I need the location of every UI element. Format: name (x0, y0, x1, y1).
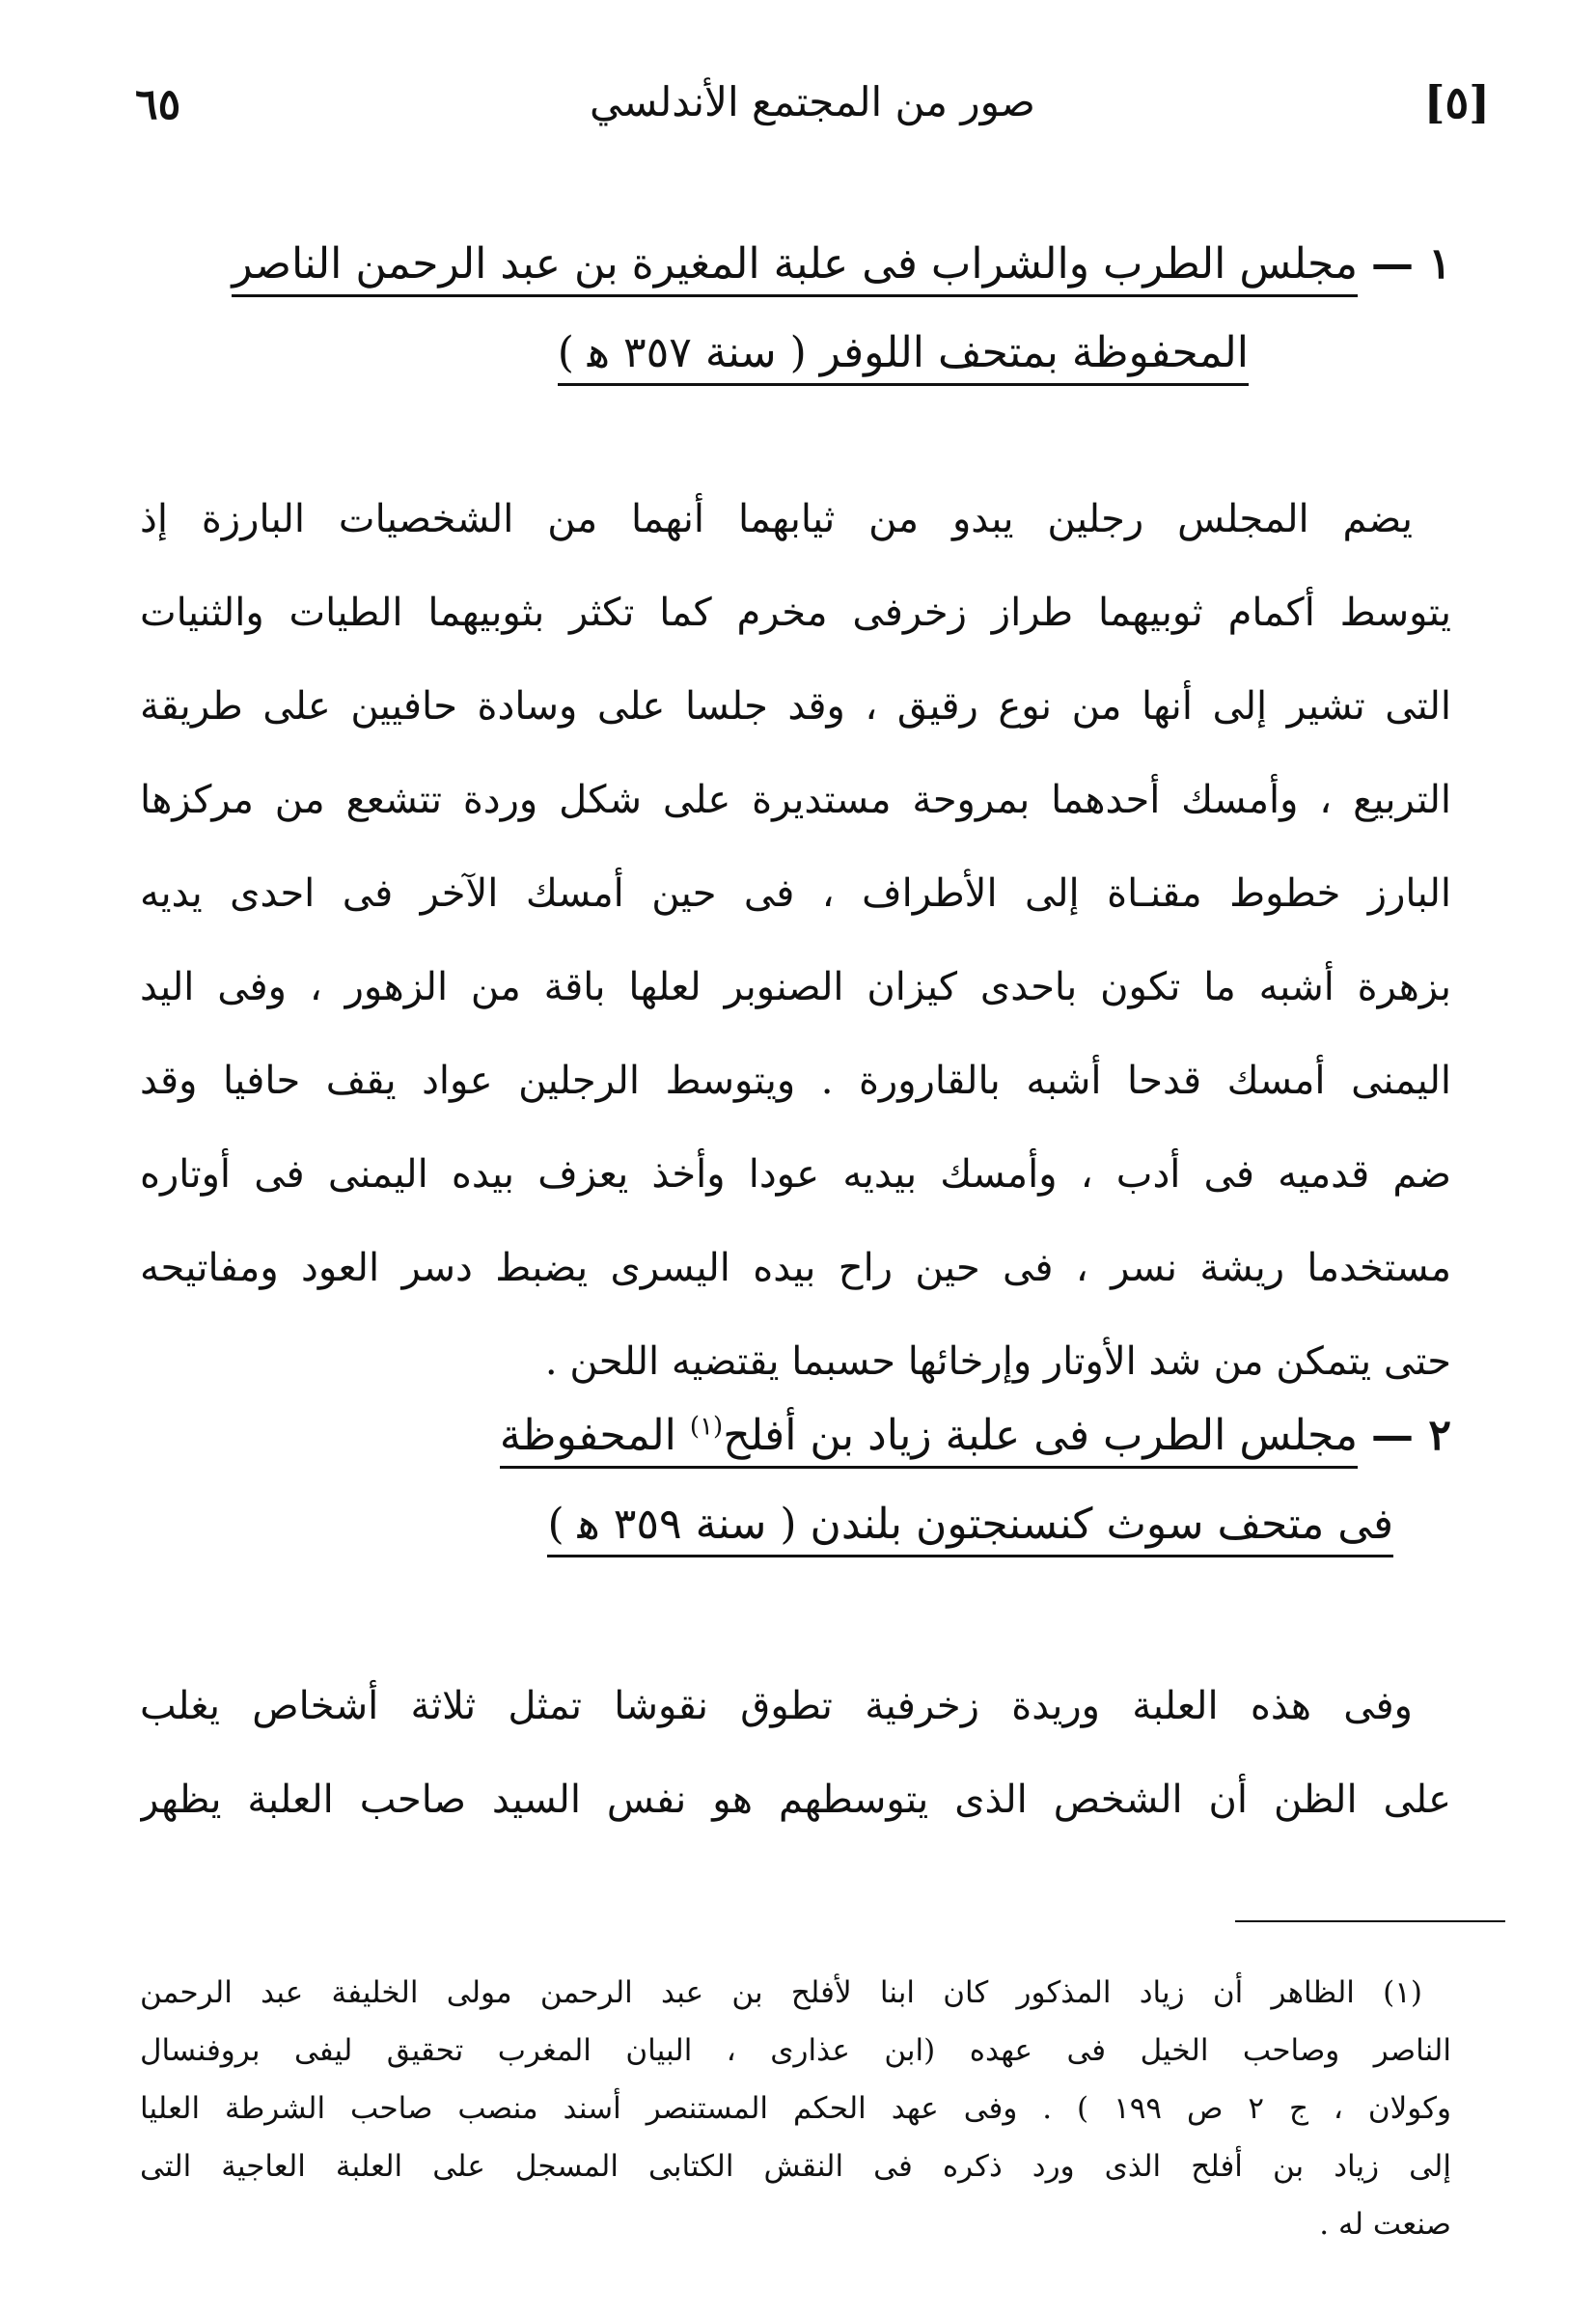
paragraph-line: مستخدما ريشة نسر ، فى حين راح بيده اليسرى يضبط دسر العود ومفاتيحه (140, 1246, 1451, 1290)
section-1-heading (145, 220, 1451, 398)
section-2-number: ٢ — (1371, 1411, 1451, 1460)
paragraph-line: التربيع ، وأمسك أحدهما بمروحة مستديرة على شكل وردة تتشعع من مركزها (140, 778, 1451, 822)
paragraph-line: اليمنى أمسك قدحا أشبه بالقارورة . ويتوسط الرجلين عواد يقف حافيا وقد (140, 1059, 1451, 1103)
paragraph-line: يتوسط أكمام ثوبيهما طراز زخرفى مخرم كما تكثر بثوبيهما الطيات والثنيات (140, 591, 1451, 635)
paragraph-line: بزهرة أشبه ما تكون باحدى كيزان الصنوبر لعلها باقة من الزهور ، وفى اليد (140, 965, 1451, 1009)
footnote-separator (1235, 1920, 1505, 1922)
paragraph-line: وفى هذه العلبة وريدة زخرفية تطوق نقوشا تمثل ثلاثة أشخاص يغلب (140, 1684, 1413, 1728)
section-2-heading (145, 1392, 1451, 1569)
paragraph-line: يضم المجلس رجلين يبدو من ثيابهما أنهما من الشخصيات البارزة إذ (140, 497, 1413, 541)
section-1-title-text: مجلس الطرب والشراب فى علبة المغيرة بن عبد الرحمن الناصر (232, 239, 1358, 297)
chapter-mark: [٥] (1423, 76, 1490, 128)
section-1-title-line-1 (145, 220, 1451, 309)
section-1-number: ١ — (1371, 239, 1451, 289)
paragraph-line: البارز خطوط مقنـاة إلى الأطراف ، فى حين أمسك الآخر فى احدى يديه (140, 871, 1451, 916)
section-2-title-text (500, 1411, 1358, 1469)
paragraph-line: التى تشير إلى أنها من نوع رقيق ، وقد جلسا على وسادة حافيين على طريقة (140, 684, 1451, 729)
paragraph-line: على الظن أن الشخص الذى يتوسطهم هو نفس السيد صاحب العلبة يظهر (140, 1778, 1451, 1822)
footnotes (140, 1964, 1451, 2253)
footnote-line: (١) الظاهر أن زياد المذكور كان ابنا لأفلح بن عبد الرحمن مولى الخليفة عبد الرحمن (140, 1975, 1422, 2010)
footnote-reference: (١) (689, 1412, 724, 1442)
footnote-line: إلى زياد بن أفلح الذى ورد ذكره فى النقش الكتابى المسجل على العلبة العاجية التى (140, 2149, 1451, 2184)
paragraph-line: ضم قدميه فى أدب ، وأمسك بيديه عودا وأخذ يعزف بيده اليمنى فى أوتاره (140, 1152, 1451, 1197)
footnote-line: الناصر وصاحب الخيل فى عهده (ابن عذارى ، البيان المغرب تحقيق ليفى بروفنسال (140, 2033, 1451, 2068)
footnote-line: صنعت له . (1319, 2207, 1451, 2242)
footnote-line: وكولان ، ج ٢ ص ١٩٩ ) . وفى عهد الحكم المستنصر أسند منصب صاحب الشرطة العليا (140, 2091, 1451, 2126)
section-2-title-line-1 (145, 1392, 1451, 1480)
section-1-paragraph (140, 473, 1451, 1409)
section-2-title-line-2 (145, 1480, 1451, 1569)
section-2-title-part-b: المحفوظة (499, 1411, 676, 1460)
section-1-title-line-2 (145, 309, 1451, 398)
section-2-subtitle: فى متحف سوث كنسنجتون بلندن ( سنة ٣٥٩ ﻫ ) (547, 1500, 1393, 1557)
running-header (135, 72, 1490, 150)
paragraph-line: حتى يتمكن من شد الأوتار وإرخائها حسبما يقتضيه اللحن . (544, 1339, 1451, 1384)
section-2-paragraph (140, 1660, 1451, 1847)
page-number: ٦٥ (135, 80, 181, 129)
section-2-title-part-a: مجلس الطرب فى علبة زياد بن أفلح (723, 1411, 1359, 1460)
running-title: صور من المجتمع الأندلسي (590, 78, 1035, 125)
section-1-subtitle: المحفوظة بمتحف اللوفر ( سنة ٣٥٧ ﻫ ) (558, 328, 1249, 386)
